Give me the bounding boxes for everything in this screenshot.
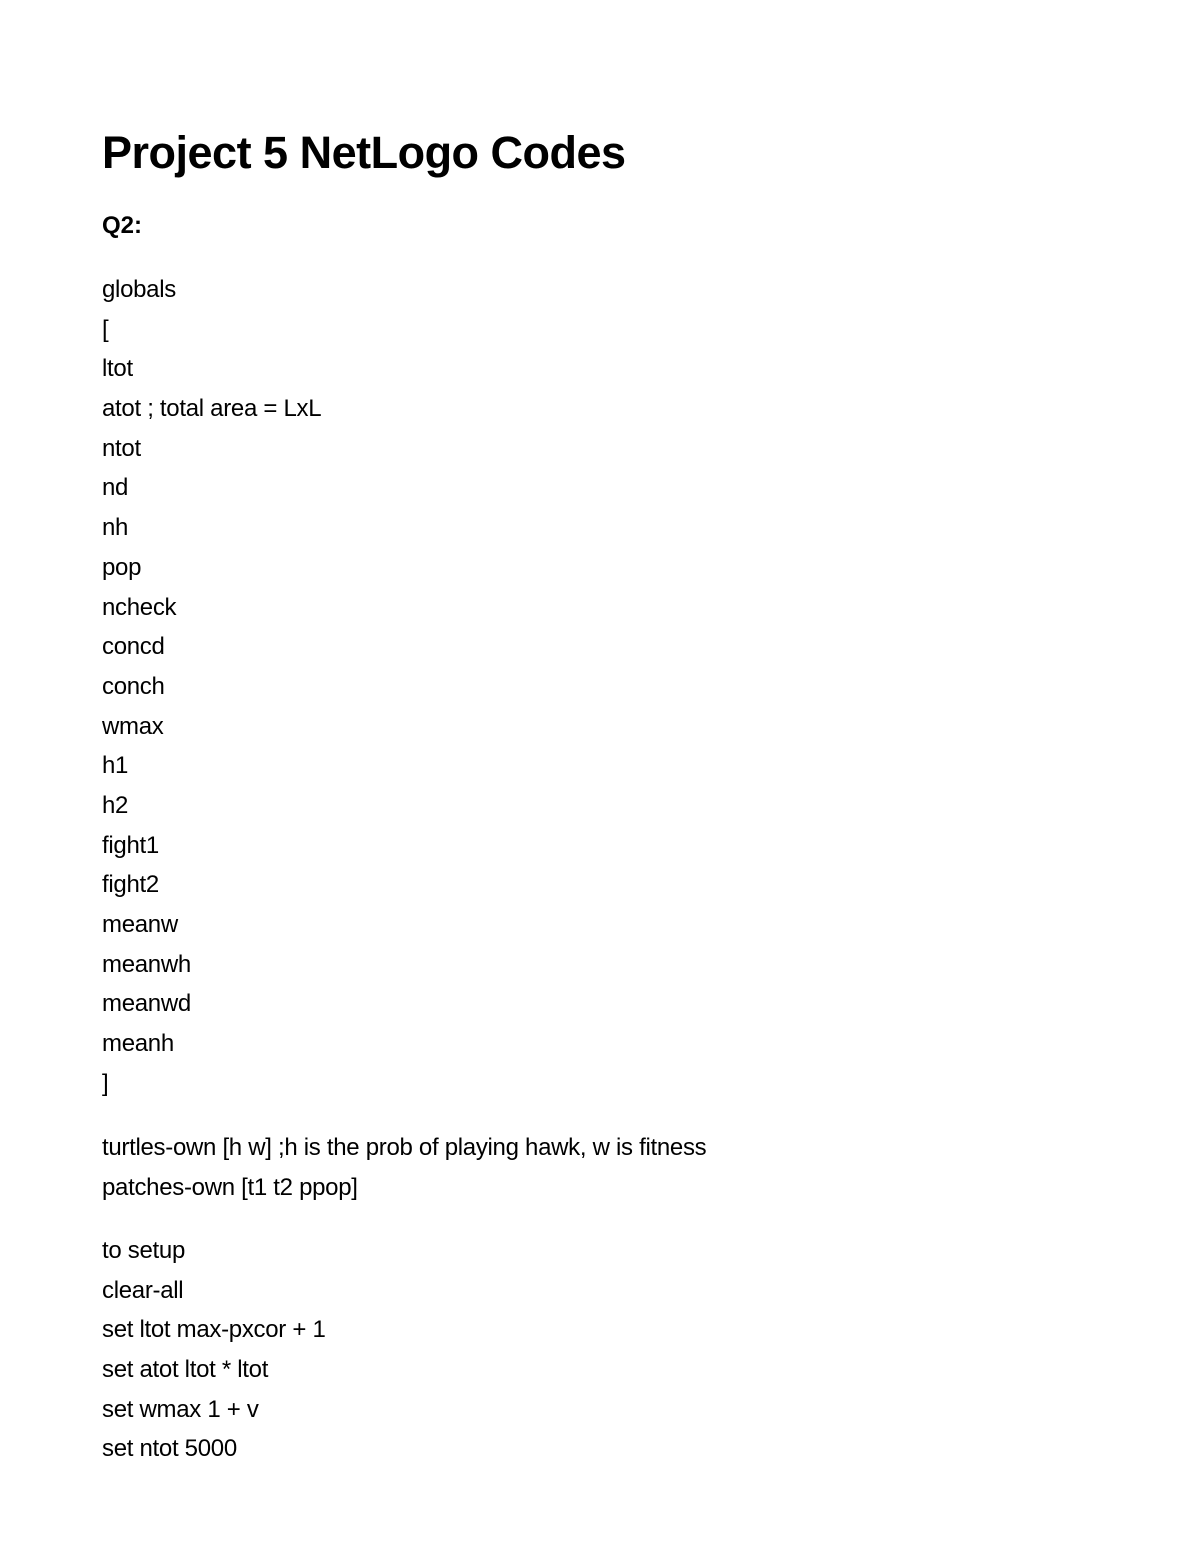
code-line: ntot xyxy=(102,434,141,462)
code-line: to setup xyxy=(102,1237,185,1264)
code-line: set ltot max-pxcor + 1 xyxy=(102,1316,326,1344)
code-line: meanwh xyxy=(102,950,191,978)
code-line: h1 xyxy=(102,752,129,780)
code-line: conch xyxy=(102,672,165,700)
code-line: turtles-own [h w] ;h is the prob of playing hawk, w is fitness xyxy=(102,1134,707,1161)
section-label: Q2: xyxy=(102,212,143,239)
code-line: patches-own [t1 t2 ppop] xyxy=(102,1173,358,1201)
code-line: globals xyxy=(102,276,176,303)
code-line: nd xyxy=(102,474,129,502)
code-line: [ xyxy=(102,315,109,343)
code-line: fight2 xyxy=(102,871,159,899)
code-line: meanw xyxy=(102,911,178,938)
code-line: meanwd xyxy=(102,990,191,1018)
code-line: h2 xyxy=(102,791,129,819)
code-line: set ntot 5000 xyxy=(102,1435,237,1463)
code-line: nh xyxy=(102,514,129,542)
code-line: ncheck xyxy=(102,593,177,621)
code-line: set wmax 1 + v xyxy=(102,1395,259,1423)
code-line: set atot ltot * ltot xyxy=(102,1356,269,1384)
code-line: ] xyxy=(102,1069,109,1097)
code-block-setup xyxy=(102,1231,326,1469)
code-line: concd xyxy=(102,633,165,661)
code-line: pop xyxy=(102,553,142,581)
code-line: clear-all xyxy=(102,1276,184,1304)
code-line: ltot xyxy=(102,355,133,383)
code-line: fight1 xyxy=(102,831,159,859)
code-line: wmax xyxy=(102,712,164,740)
code-line: atot ; total area = LxL xyxy=(102,395,322,423)
page-title: Project 5 NetLogo Codes xyxy=(102,127,626,178)
code-line: meanh xyxy=(102,1030,174,1058)
code-block-owns xyxy=(102,1128,706,1207)
code-block-globals xyxy=(102,270,321,1103)
